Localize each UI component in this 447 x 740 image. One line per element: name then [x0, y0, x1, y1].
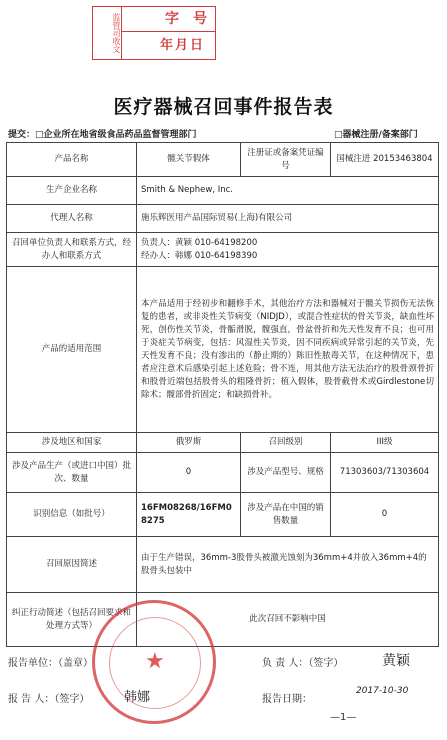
report-table — [6, 142, 439, 647]
agent-value: 施乐辉医用产品国际贸易(上海)有限公司 — [137, 205, 439, 233]
manufacturer-label: 生产企业名称 — [7, 177, 137, 205]
contact-value — [137, 233, 439, 267]
leader-label: 负 责 人：（签字） — [262, 658, 344, 669]
reporter-label: 报 告 人：（签字） — [8, 694, 90, 705]
reg-cert-value: 国械注进 20153463804 — [331, 143, 439, 177]
recall-level-label: 召回级别 — [241, 433, 331, 453]
page-title: 医疗器械召回事件报告表 — [113, 96, 334, 118]
company-seal — [92, 600, 216, 724]
reg-cert-label: 注册证或备案凭证编号 — [241, 143, 331, 177]
id-info-value: 16FM08268/16FM08275 — [137, 493, 241, 537]
region-value: 俄罗斯 — [137, 433, 241, 453]
report-date-label: 报告日期： — [262, 694, 312, 705]
scope-value: 本产品适用于经初步和翻修手术，其他治疗方法和器械对于髋关节损伤无法恢复的患者，或非炎性关节病变（NIDJD），或混合性症状的骨关节炎，缺血性坏死，创伤性关节炎，骨骺滑脱，髋强直，骨盆骨折和先天性发育不良；也可用于炎症关节病变，包括：风湿性关节炎，因不同疾病或异常引起的关节炎，先天性发育不良；没有渗出的（静止期的）陈旧性脓毒关节，在这种情况下，患者应注意术后感染引起上述危险；骨不连，用其他方法无法治疗的股骨颈骨折和股骨近端包括股骨头的粗隆骨折；植入假体，股骨截骨术或Girdlestone切除术；髋部骨折固定；和缺损骨补。 — [137, 267, 439, 433]
reporter-signature: 韩娜 — [124, 690, 151, 705]
stamp-number-row: 字 号 — [122, 7, 215, 32]
contact-label: 召回单位负责人和联系方式，经办人和联系方式 — [7, 233, 137, 267]
model-label: 涉及产品型号、规格 — [241, 453, 331, 493]
report-date-handwritten: 2017-10-30 — [356, 686, 409, 696]
receipt-stamp — [92, 6, 216, 60]
china-sales-label: 涉及产品在中国的销售数量 — [241, 493, 331, 537]
china-sales-value: 0 — [331, 493, 439, 537]
stamp-department: 监管司收文 — [93, 7, 122, 59]
agent-label: 代理人名称 — [7, 205, 137, 233]
reason-value: 由于生产错误，36mm-3股骨头被激光蚀刻为36mm+4并放入36mm+4的股骨头包装中 — [137, 537, 439, 593]
product-name-label: 产品名称 — [7, 143, 137, 177]
batch-qty-value: 0 — [137, 453, 241, 493]
reason-label: 召回原因简述 — [7, 537, 137, 593]
contact-handler: 经办人：韩娜 010-64198390 — [141, 250, 258, 261]
leader-signature: 黄颖 — [382, 653, 410, 669]
region-label: 涉及地区和国家 — [7, 433, 137, 453]
manufacturer-value: Smith & Nephew, Inc. — [137, 177, 439, 205]
submit-to-checkbox: 提交：□企业所在地省级食品药品监督管理部门 — [8, 130, 197, 140]
action-value: 此次召回不影响中国 — [137, 593, 439, 647]
recall-level-value: III级 — [331, 433, 439, 453]
batch-qty-label: 涉及产品生产（或进口中国）批次、数量 — [7, 453, 137, 493]
page-number: —1— — [330, 712, 357, 723]
seal-star-icon: ★ — [145, 649, 165, 674]
report-unit-label: 报告单位：（盖章） — [8, 658, 93, 669]
action-label: 纠正行动简述（包括召回要求和处理方式等） — [7, 593, 137, 647]
stamp-date-row: 年月日 — [159, 38, 205, 53]
product-name-value: 髋关节假体 — [137, 143, 241, 177]
contact-leader: 负责人：黄颖 010-64198200 — [141, 237, 258, 248]
scope-label: 产品的适用范围 — [7, 267, 137, 433]
model-value: 71303603/71303604 — [331, 453, 439, 493]
registration-dept-checkbox: □器械注册/备案部门 — [334, 130, 418, 140]
id-info-label: 识别信息（如批号） — [7, 493, 137, 537]
